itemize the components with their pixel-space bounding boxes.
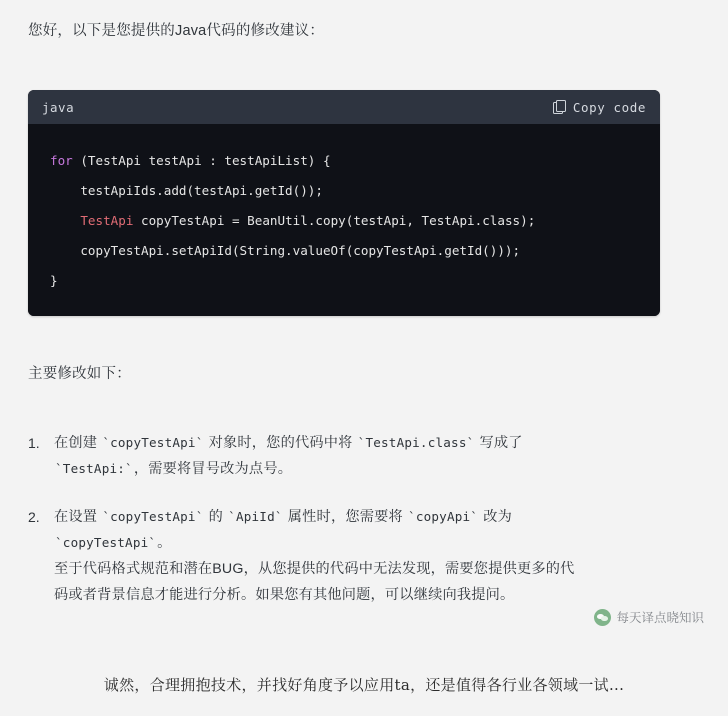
inline-code: `copyApi` xyxy=(408,509,479,524)
code-content[interactable] xyxy=(28,124,660,316)
code-line xyxy=(50,266,642,296)
list-item-number: 1. xyxy=(28,435,40,451)
section-title: 主要修改如下： xyxy=(28,366,131,382)
text-segment: 至于代码格式规范和潜在BUG，从您提供的代码中无法发现，需要您提供更多的代 xyxy=(54,561,575,577)
text-segment: 码或者背景信息才能进行分析。如果您有其他问题，可以继续向我提问。 xyxy=(54,587,515,603)
copy-code-button[interactable] xyxy=(553,100,646,115)
code-token: for xyxy=(50,153,73,168)
inline-code: `TestApi:` xyxy=(55,461,133,476)
code-token: copyTestApi xyxy=(141,213,225,228)
suggestion-list xyxy=(28,430,688,630)
code-token: (TestApi testApi : testApiList) { xyxy=(72,153,331,168)
code-token: } xyxy=(50,273,58,288)
watermark-text: 每天译点晓知识 xyxy=(616,611,704,625)
list-item-text xyxy=(54,430,523,482)
inline-code: `ApiId` xyxy=(228,509,283,524)
inline-code: `TestApi.class` xyxy=(357,435,475,450)
watermark xyxy=(594,608,704,626)
caption-bar xyxy=(0,652,728,716)
wechat-logo-icon xyxy=(594,609,611,626)
list-item-number: 2. xyxy=(28,509,40,525)
text-segment: 对象时，您的代码中将 xyxy=(204,435,357,451)
inline-code: `copyTestApi` xyxy=(55,535,157,550)
clipboard-icon xyxy=(553,100,566,114)
list-item xyxy=(28,504,688,608)
code-block-header xyxy=(28,90,660,124)
list-item-text xyxy=(54,504,575,608)
caption-text: 诚然，合理拥抱技术，并找好角度予以应用ta，还是值得各行业各领域一试... xyxy=(103,675,625,694)
text-segment: 改为 xyxy=(479,509,512,525)
text-segment: ，需要将冒号改为点号。 xyxy=(133,461,293,477)
text-segment: 。 xyxy=(157,535,172,551)
text-segment: 的 xyxy=(204,509,228,525)
list-item xyxy=(28,430,688,482)
code-token: TestApi xyxy=(80,213,134,228)
code-token: = BeanUtil.copy(testApi, TestApi.class); xyxy=(224,213,536,228)
code-token: copyTestApi.setApiId(String.valueOf(copyTestApi.getId())); xyxy=(50,243,521,258)
code-line xyxy=(50,176,642,206)
code-block xyxy=(28,90,660,316)
code-token: testApiIds.add(testApi.getId()); xyxy=(50,183,323,198)
code-language-label: java xyxy=(42,99,75,115)
code-line xyxy=(50,206,642,236)
code-line xyxy=(50,236,642,266)
copy-code-label: Copy code xyxy=(572,99,646,115)
code-token xyxy=(50,213,80,228)
text-segment: 属性时，您需要将 xyxy=(283,509,408,525)
code-line xyxy=(50,146,642,176)
text-segment: 在设置 xyxy=(54,509,102,525)
inline-code: `copyTestApi` xyxy=(102,509,204,524)
text-segment: 在创建 xyxy=(54,435,102,451)
code-token xyxy=(133,213,141,228)
intro-text: 您好，以下是您提供的Java代码的修改建议： xyxy=(28,23,325,39)
inline-code: `copyTestApi` xyxy=(102,435,204,450)
text-segment: 写成了 xyxy=(475,435,523,451)
